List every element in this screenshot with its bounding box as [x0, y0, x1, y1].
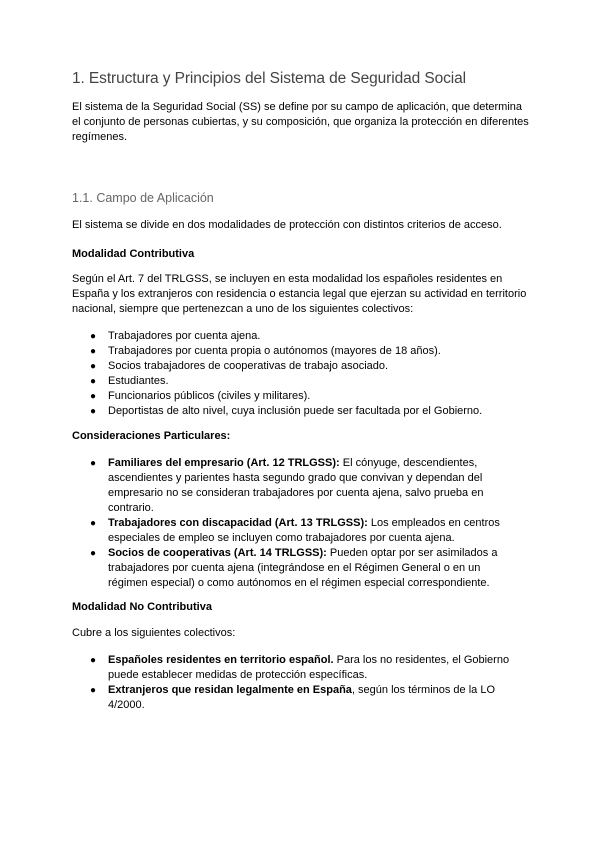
list-item — [72, 359, 532, 374]
list-item-text: Trabajadores por cuenta ajena. — [108, 330, 261, 342]
list-item — [72, 344, 532, 359]
no-contributiva-list — [72, 653, 517, 713]
no-contributiva-heading: Modalidad No Contributiva — [72, 601, 212, 613]
list-item-text: Para los no residentes, el Gobierno puede establecer medidas de protección específicas. — [108, 654, 510, 681]
list-item — [72, 389, 532, 404]
list-item-bold: Trabajadores con discapacidad (Art. 13 TRLGSS): — [108, 517, 368, 529]
list-item-text: Funcionarios públicos (civiles y militares). — [108, 390, 311, 402]
contributiva-list — [72, 329, 532, 419]
list-item — [72, 404, 532, 419]
contributiva-paragraph: Según el Art. 7 del TRLGSS, se incluyen en esta modalidad los españoles residentes en España y los extranjeros con residencia o estancia legal que ejerzan su actividad en territorio nacional, siempre que pertenezcan a uno de los siguientes colectivos: — [72, 273, 527, 315]
bullet-icon: ● — [90, 346, 97, 357]
bullet-icon: ● — [90, 406, 97, 417]
list-item — [72, 456, 517, 516]
list-item-text: Estudiantes. — [108, 375, 169, 387]
bullet-icon: ● — [90, 361, 97, 372]
bullet-icon: ● — [90, 331, 97, 342]
list-item-bold: Socios de cooperativas (Art. 14 TRLGSS): — [108, 547, 327, 559]
subsection-intro: El sistema se divide en dos modalidades de protección con distintos criterios de acceso. — [72, 219, 502, 231]
list-item-text: Los empleados en centros especiales de empleo se incluyen como trabajadores por cuenta ajena. — [108, 517, 500, 544]
list-item-bold: Extranjeros que residan legalmente en España — [108, 684, 352, 696]
list-item — [72, 683, 517, 713]
list-item — [72, 516, 517, 546]
bullet-icon: ● — [90, 391, 97, 402]
list-item-bold: Familiares del empresario (Art. 12 TRLGSS): — [108, 457, 340, 469]
intro-paragraph: El sistema de la Seguridad Social (SS) se define por su campo de aplicación, que determina el conjunto de personas cubiertas, y su composición, que organiza la protección en diferentes regímenes. — [72, 101, 529, 143]
subsection-title: 1.1. Campo de Aplicación — [72, 191, 214, 205]
bullet-icon: ● — [90, 548, 97, 559]
list-item-bold: Españoles residentes en territorio español. — [108, 654, 334, 666]
list-item-text: El cónyuge, descendientes, ascendientes y parientes hasta segundo grado que convivan y dependan del empresario no se consideran trabajadores por cuenta ajena, salvo prueba en contrario. — [108, 457, 484, 514]
list-item — [72, 653, 517, 683]
list-item — [72, 546, 517, 591]
consideraciones-heading: Consideraciones Particulares: — [72, 430, 231, 442]
list-item — [72, 374, 532, 389]
bullet-icon: ● — [90, 655, 97, 666]
bullet-icon: ● — [90, 376, 97, 387]
list-item-text: Pueden optar por ser asimilados a trabajadores por cuenta ajena (integrándose en el Régimen General o en un régimen especial) o como autónomos en el régimen especial correspondiente. — [108, 547, 498, 589]
section-title: 1. Estructura y Principios del Sistema de Seguridad Social — [72, 70, 466, 87]
list-item-text: Trabajadores por cuenta propia o autónomos (mayores de 18 años). — [108, 345, 441, 357]
bullet-icon: ● — [90, 518, 97, 529]
list-item — [72, 329, 532, 344]
bullet-icon: ● — [90, 458, 97, 469]
bullet-icon: ● — [90, 685, 97, 696]
list-item-text: Deportistas de alto nivel, cuya inclusión puede ser facultada por el Gobierno. — [108, 405, 483, 417]
list-item-text: Socios trabajadores de cooperativas de trabajo asociado. — [108, 360, 389, 372]
consideraciones-list — [72, 456, 517, 591]
list-item-text: , según los términos de la LO 4/2000. — [108, 684, 496, 711]
no-contributiva-paragraph: Cubre a los siguientes colectivos: — [72, 627, 236, 639]
contributiva-heading: Modalidad Contributiva — [72, 248, 195, 260]
